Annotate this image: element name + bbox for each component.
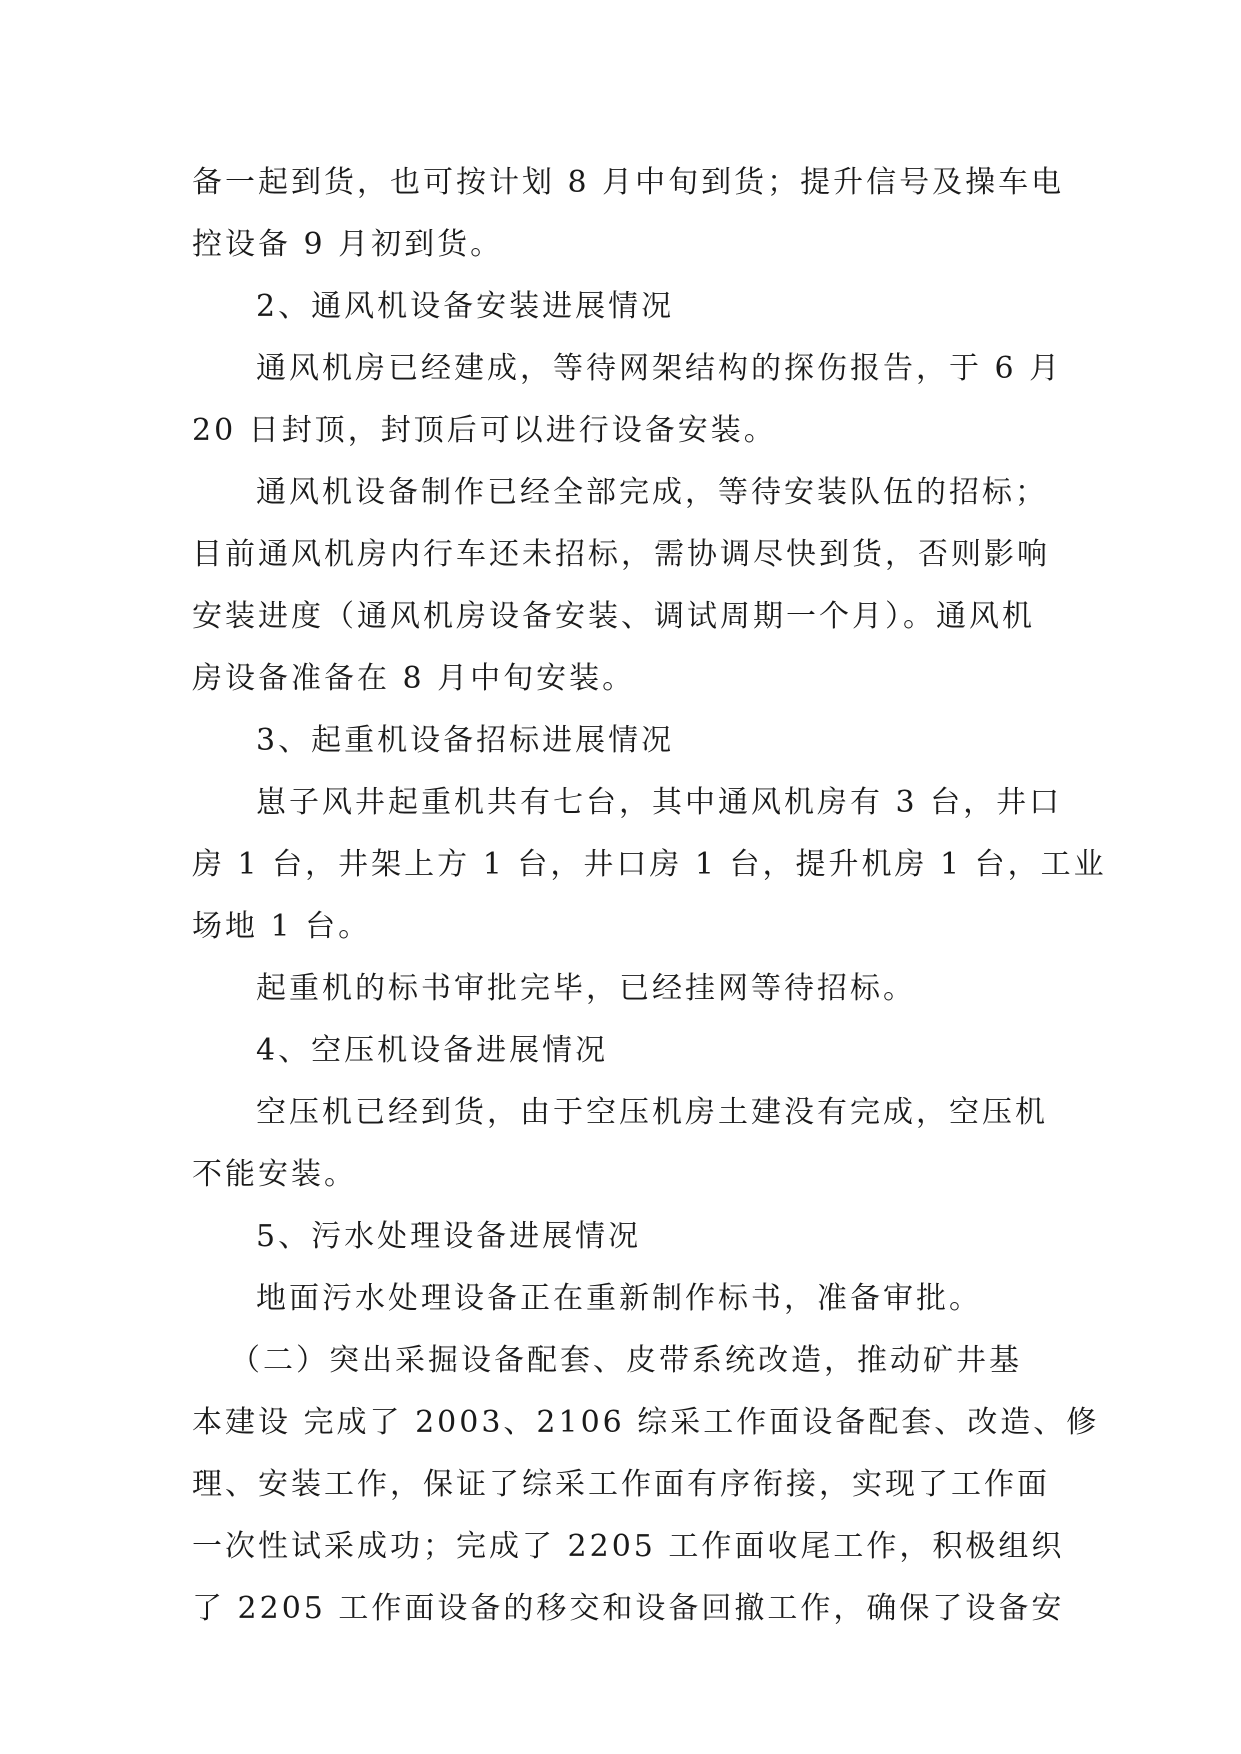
paragraph-line: 本建设 完成了 2003、2106 综采工作面设备配套、改造、修 <box>192 1405 1100 1440</box>
section-heading: 4、空压机设备进展情况 <box>256 1033 609 1068</box>
paragraph-line: 一次性试采成功；完成了 2205 工作面收尾工作，积极组织 <box>192 1529 1065 1564</box>
paragraph-line: 安装进度（通风机房设备安装、调试周期一个月）。通风机 <box>192 599 1035 634</box>
paragraph-line: 20 日封顶，封顶后可以进行设备安装。 <box>192 413 777 448</box>
paragraph-line: 起重机的标书审批完毕，已经挂网等待招标。 <box>256 971 916 1006</box>
paragraph-line: 控设备 9 月初到货。 <box>192 227 504 262</box>
paragraph-line: 了 2205 工作面设备的移交和设备回撤工作，确保了设备安 <box>192 1591 1065 1626</box>
section-heading: 3、起重机设备招标进展情况 <box>256 723 675 758</box>
paragraph-line: 崽子风井起重机共有七台，其中通风机房有 3 台，井口 <box>256 785 1063 820</box>
document-body <box>192 152 1107 1640</box>
section-heading: 2、通风机设备安装进展情况 <box>256 289 675 324</box>
paragraph-line: 房 1 台，井架上方 1 台，井口房 1 台，提升机房 1 台，工业 <box>192 847 1107 882</box>
section-heading: 5、污水处理设备进展情况 <box>256 1219 642 1254</box>
paragraph-line: 房设备准备在 8 月中旬安装。 <box>192 661 636 696</box>
paragraph-line: 理、安装工作，保证了综采工作面有序衔接，实现了工作面 <box>192 1467 1050 1502</box>
paragraph-line: 不能安装。 <box>192 1157 357 1192</box>
paragraph-line: 目前通风机房内行车还未招标，需协调尽快到货，否则影响 <box>192 537 1050 572</box>
paragraph-line: 通风机设备制作已经全部完成，等待安装队伍的招标； <box>256 475 1048 510</box>
paragraph-line: 空压机已经到货，由于空压机房土建没有完成，空压机 <box>256 1095 1048 1130</box>
paragraph-line: 通风机房已经建成，等待网架结构的探伤报告，于 6 月 <box>256 351 1063 386</box>
paragraph-line: 场地 1 台。 <box>192 909 372 944</box>
paragraph-line: 地面污水处理设备正在重新制作标书，准备审批。 <box>256 1281 982 1316</box>
paragraph-line: 备一起到货，也可按计划 8 月中旬到货；提升信号及操车电 <box>192 165 1065 200</box>
section-heading: （二）突出采掘设备配套、皮带系统改造，推动矿井基 <box>230 1343 1022 1378</box>
